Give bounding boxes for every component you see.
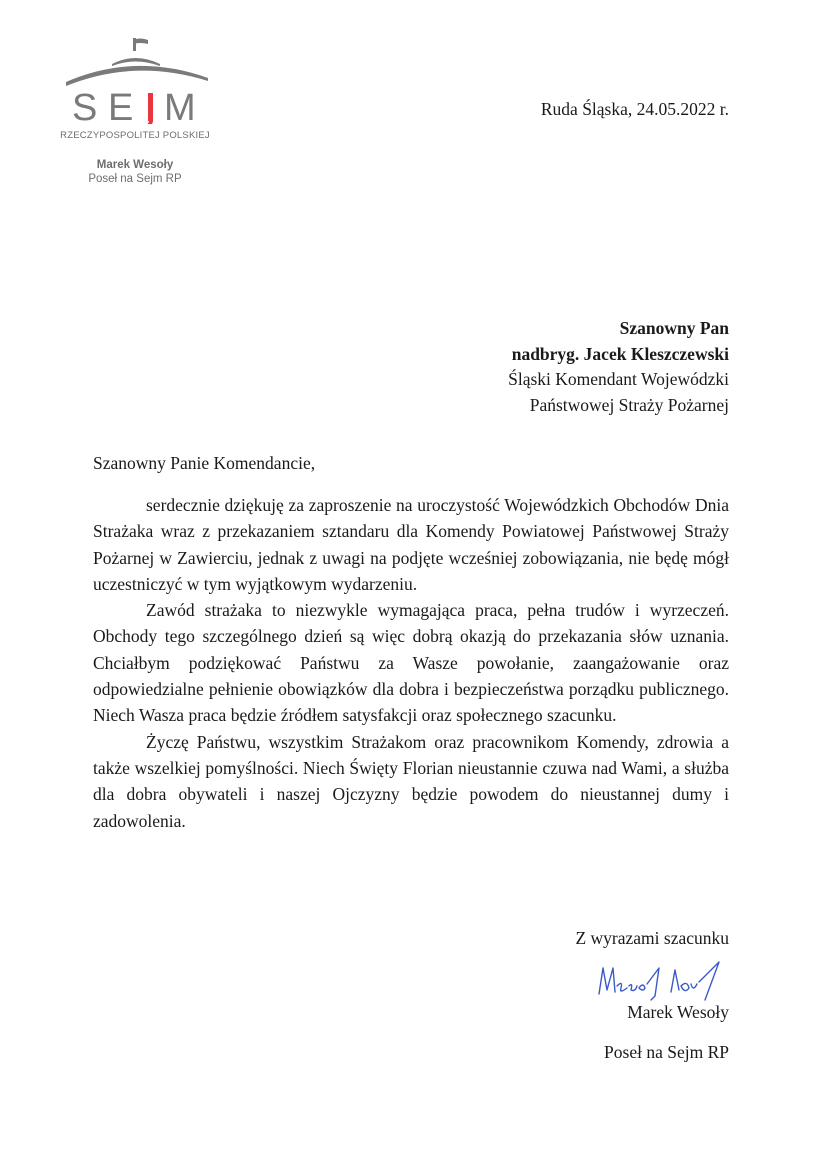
recipient-name: nadbryg. Jacek Kleszczewski bbox=[511, 343, 729, 364]
institution-name: RZECZYPOSPOLITEJ POLSKIEJ bbox=[60, 130, 210, 141]
author-role: Poseł na Sejm RP bbox=[88, 173, 182, 185]
logo-letter-e: E bbox=[108, 87, 134, 124]
logo-letter-s: S bbox=[72, 87, 98, 124]
letterhead bbox=[50, 36, 220, 185]
closing-phrase: Z wyrazami szacunku bbox=[575, 928, 729, 948]
author-name: Marek Wesoły bbox=[96, 159, 174, 171]
recipient-title: Śląski Komendant Wojewódzki bbox=[508, 369, 729, 389]
logo-dome bbox=[112, 58, 160, 66]
signer-name: Marek Wesoły bbox=[627, 1002, 729, 1022]
recipient-greeting: Szanowny Pan bbox=[619, 318, 729, 338]
logo-letter-j bbox=[148, 93, 153, 121]
recipient-block bbox=[508, 316, 729, 418]
handwritten-signature-icon bbox=[593, 956, 733, 1004]
body-paragraph: Zawód strażaka to niezwykle wymagająca praca, pełna trudów i wyrzeczeń. Obchody tego szczególnego dzień są więc dobrą okazją do przekazania słów uznania. Chciałbym podziękować Państwu za Wasze powołanie, zaangażowanie oraz odpowiedzialne pełnienie obowiązków dla dobra i bezpieczeństwa porządku publicznego. Niech Wasza praca będzie źródłem satysfakcji oraz społecznego szacunku. bbox=[93, 600, 729, 726]
place-date: Ruda Śląska, 24.05.2022 r. bbox=[540, 99, 729, 119]
letter-body bbox=[93, 492, 729, 834]
sejm-logo-icon bbox=[60, 36, 210, 124]
body-paragraph: serdecznie dziękuję za zaproszenie na uroczystość Wojewódzkich Obchodów Dnia Strażaka wraz z przekazaniem sztandaru dla Komendy Powiatowej Państwowej Straży Pożarnej w Zawierciu, jednak z uwagi na podjęte wcześniej zobowiązania, nie będę mógł uczestniczyć w tym wyjątkowym wydarzeniu. bbox=[93, 495, 729, 594]
body-paragraph: Życzę Państwu, wszystkim Strażakom oraz pracownikom Komendy, zdrowia a także wszelkiej pomyślności. Niech Święty Florian nieustannie czuwa nad Wami, a służba dla dobra obywateli i naszej Ojczyzny będzie powodem do nieustannej dumy i zadowolenia. bbox=[93, 731, 729, 831]
recipient-organization: Państwowej Straży Pożarnej bbox=[529, 394, 729, 415]
salutation: Szanowny Panie Komendancie, bbox=[93, 453, 316, 473]
logo-roof-arc bbox=[66, 66, 208, 86]
logo-flag bbox=[133, 39, 148, 45]
logo-letter-m: M bbox=[164, 87, 196, 124]
signer-role: Poseł na Sejm RP bbox=[604, 1042, 729, 1062]
